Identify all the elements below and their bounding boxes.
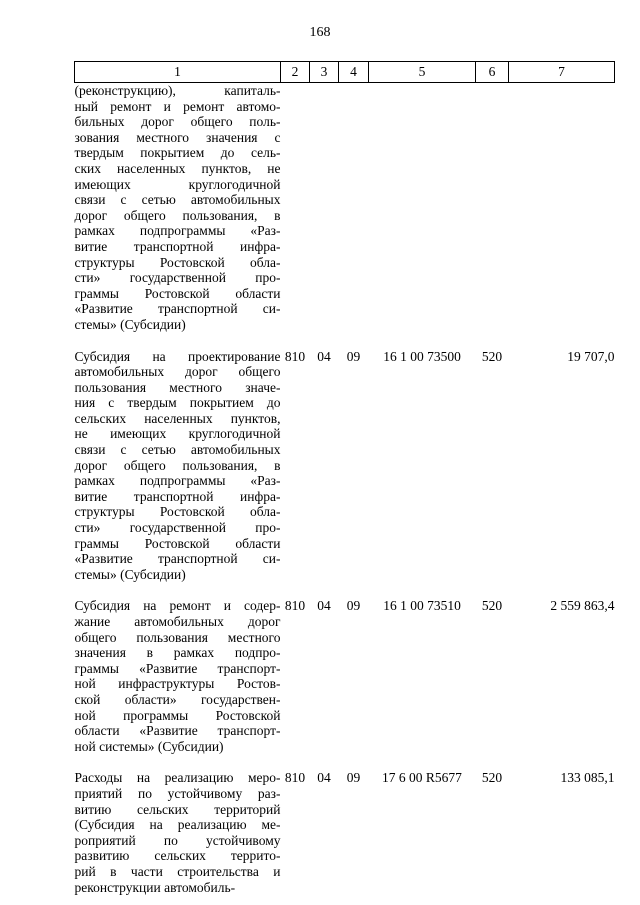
description-line: автомобильных дорог общего — [74, 364, 281, 380]
description-line: дорог общего пользования, в — [74, 457, 281, 473]
column-2-cell — [281, 83, 310, 333]
description-line: бильных дорог общего поль- — [74, 114, 281, 130]
description-line: сти» государственной про- — [74, 270, 281, 286]
table-row — [75, 598, 615, 754]
description-line: структуры Ростовской обла- — [74, 504, 281, 520]
column-header-3: 3 — [310, 62, 339, 83]
row-spacer — [75, 333, 615, 349]
column-2-cell: 810 — [284, 348, 306, 364]
column-header-4: 4 — [339, 62, 369, 83]
description-line: твердым покрытием до сель- — [74, 145, 281, 161]
description-line: структуры Ростовской обла- — [74, 254, 281, 270]
description-line: граммы Ростовской области — [74, 535, 281, 551]
column-2-cell: 810 — [284, 770, 306, 786]
description-line: реконструкции автомобиль- — [74, 879, 236, 895]
row-description — [75, 598, 281, 754]
description-line: «Развитие транспортной си- — [74, 301, 281, 317]
amount-cell: 133 085,1 — [560, 770, 615, 786]
column-5-cell — [369, 83, 476, 333]
description-line: витие транспортной инфра- — [74, 238, 281, 254]
description-line: сельских населенных пунктов, — [74, 410, 281, 426]
description-line: имеющих круглогодичной — [74, 176, 281, 192]
description-line: рий в части строительства и — [74, 863, 281, 879]
description-line: граммы «Развитие транспорт- — [74, 660, 281, 676]
table-header-row — [75, 62, 615, 83]
description-line: развитию сельских террито- — [74, 848, 281, 864]
description-line: значения в рамках подпро- — [74, 645, 281, 661]
column-6-cell: 520 — [481, 598, 503, 614]
row-description — [75, 83, 281, 333]
table-row — [75, 770, 615, 895]
description-line: «Развитие транспортной си- — [74, 551, 281, 567]
description-line: не имеющих круглогодичной — [74, 426, 281, 442]
column-header-1: 1 — [75, 62, 281, 83]
column-4-cell: 09 — [346, 770, 361, 786]
budget-table — [74, 61, 615, 895]
description-line: общего пользования местного — [74, 629, 281, 645]
column-5-cell: 17 6 00 R5677 — [382, 770, 462, 786]
column-4-cell: 09 — [346, 348, 361, 364]
description-line: Расходы на реализацию меро- — [74, 770, 281, 786]
column-header-2: 2 — [281, 62, 310, 83]
description-line: зования местного значения с — [74, 129, 281, 145]
page-number: 168 — [309, 25, 331, 40]
column-3-cell — [310, 83, 339, 333]
row-spacer — [75, 582, 615, 598]
column-header-6: 6 — [476, 62, 509, 83]
description-line: ный ремонт и ремонт автомо- — [74, 98, 281, 114]
amount-cell — [509, 83, 615, 333]
description-line: пользования местного значе- — [74, 379, 281, 395]
table-row — [75, 349, 615, 583]
column-5-cell: 16 1 00 73510 — [383, 598, 461, 614]
description-line: витию сельских территорий — [74, 801, 281, 817]
description-line: стемы» (Субсидии) — [74, 316, 186, 332]
column-6-cell — [476, 83, 509, 333]
description-line: Субсидия на ремонт и содер- — [74, 598, 281, 614]
description-line: ния с твердым покрытием до — [74, 395, 281, 411]
description-line: ной инфраструктуры Ростов- — [74, 676, 281, 692]
description-line: рамках подпрограммы «Раз- — [74, 473, 281, 489]
description-line: связи с сетью автомобильных — [74, 442, 281, 458]
description-line: ной программы Ростовской — [74, 707, 281, 723]
description-line: сти» государственной про- — [74, 520, 281, 536]
description-line: дорог общего пользования, в — [74, 207, 281, 223]
description-line: стемы» (Субсидии) — [74, 566, 186, 582]
column-3-cell: 04 — [317, 348, 331, 364]
description-line: (Субсидия на реализацию ме- — [74, 817, 281, 833]
column-3-cell: 04 — [317, 598, 331, 614]
description-line: Субсидия на проектирование — [74, 348, 281, 364]
column-header-7: 7 — [509, 62, 615, 83]
description-line: связи с сетью автомобильных — [74, 192, 281, 208]
description-line: жание автомобильных дорог — [74, 614, 281, 629]
description-line: ских населенных пунктов, не — [74, 160, 281, 176]
column-3-cell: 04 — [317, 770, 331, 786]
column-header-5: 5 — [369, 62, 476, 83]
description-line: роприятий по устойчивому — [74, 832, 281, 848]
column-4-cell: 09 — [346, 598, 361, 614]
description-line: области «Развитие транспорт- — [74, 723, 281, 739]
row-spacer — [75, 754, 615, 770]
description-line: ной системы» (Субсидии) — [74, 738, 224, 754]
amount-cell: 2 559 863,4 — [550, 598, 615, 614]
column-6-cell: 520 — [481, 348, 503, 364]
description-line: приятий по устойчивому раз- — [74, 785, 281, 801]
description-line: граммы Ростовской области — [74, 285, 281, 301]
description-line: (реконструкцию), капиталь- — [74, 83, 281, 98]
column-2-cell: 810 — [284, 598, 306, 614]
description-line: рамках подпрограммы «Раз- — [74, 223, 281, 239]
amount-cell: 19 707,0 — [567, 348, 615, 364]
row-description — [75, 349, 281, 583]
column-5-cell: 16 1 00 73500 — [383, 348, 461, 364]
description-line: ской области» государствен- — [74, 691, 281, 707]
column-4-cell — [339, 83, 369, 333]
row-description — [75, 770, 281, 895]
column-6-cell: 520 — [481, 770, 503, 786]
description-line: витие транспортной инфра- — [74, 488, 281, 504]
table-row — [75, 83, 615, 333]
